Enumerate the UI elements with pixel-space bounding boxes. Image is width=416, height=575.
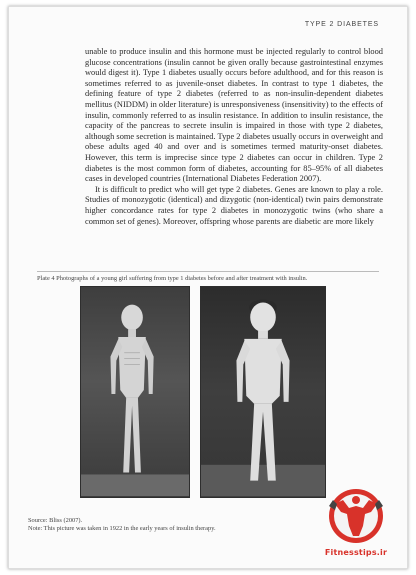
- before-treatment-photo: [80, 286, 190, 498]
- plate-caption: Plate 4 Photographs of a young girl suffering from type 1 diabetes before and after treatment with insulin.: [37, 275, 308, 282]
- running-head: TYPE 2 DIABETES: [304, 21, 379, 28]
- emaciated-girl-figure: [81, 287, 189, 497]
- source-note: [28, 517, 328, 534]
- watermark-text: Fitnesstips.ir: [324, 548, 388, 557]
- paragraph: unable to produce insulin and this hormone must be injected regularly to control blood glucose concentrations (insulin cannot be given orally because gastrointestinal enzymes would digest it). Type 1 diabetes usually occurs before adulthood, and for this reason is sometimes referred to as juvenile-onset diabetes. In contrast to type 1 diabetes, the defining feature of type 2 diabetes (referred to as non-insulin-dependent diabetes mellitus (NIDDM) in older literature) is unresponsiveness (insensitivity) to the effects of insulin, commonly referred to as insulin resistance. In addition to insulin resistance, the capacity of the pancreas to secrete insulin is impaired in those with type 2 diabetes, although some secretion is maintained. Type 2 diabetes usually occurs in overweight and obese adults aged 40 and over and is sometimes termed maturity-onset diabetes. However, this term is imprecise since type 2 diabetes can occur in children. Type 2 diabetes is the most common form of diabetes, accounting for 85–95% of all diabetes cases in developed countries (International Diabetes Federation 2007).: [85, 47, 383, 184]
- body-text: [85, 47, 383, 227]
- divider: [37, 271, 379, 272]
- source-line: Source: Bliss (2007).: [28, 517, 83, 524]
- paragraph: It is difficult to predict who will get type 2 diabetes. Genes are known to play a role. Studies of monozygotic (identical) and dizygotic (non-identical) twin pairs demonstrate higher concordance rates for type 2 diabetes in monozygotic twins (who share a common set of genes). Moreover, offspring whose parents are diabetic are more likely: [85, 184, 383, 226]
- note-line: Note: This picture was taken in 1922 in the early years of insulin therapy.: [28, 525, 216, 533]
- after-treatment-photo: [200, 286, 326, 498]
- treated-girl-figure: [201, 287, 325, 497]
